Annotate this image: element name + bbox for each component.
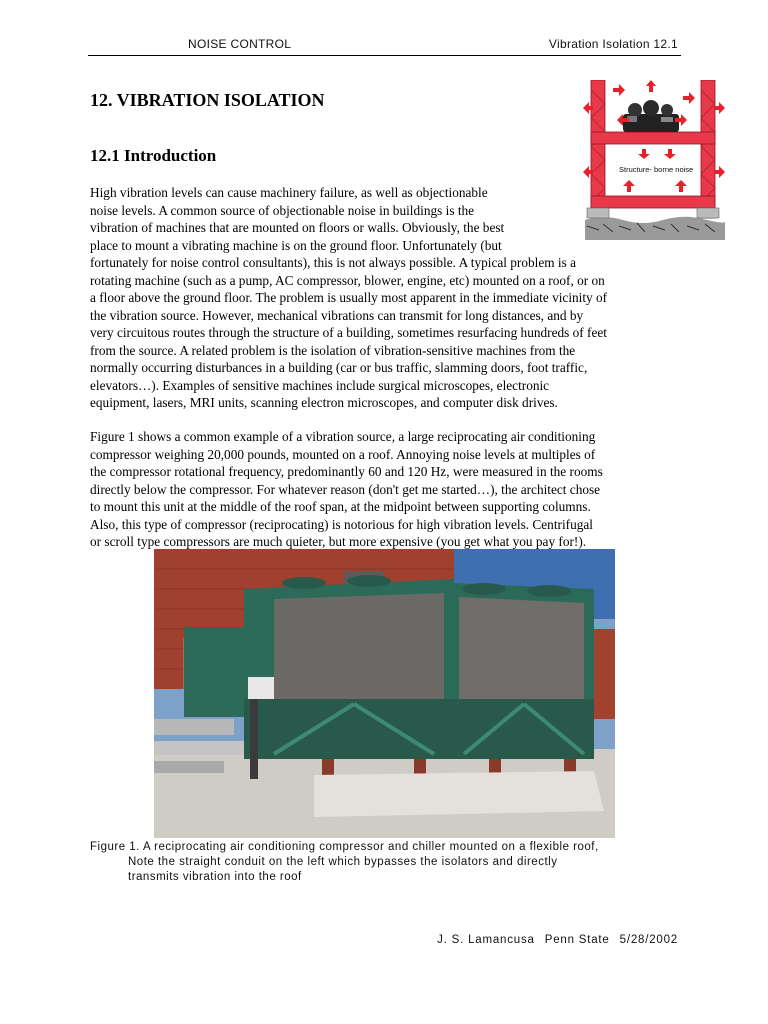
- paragraph-line: elevators…). Examples of sensitive machines include surgical microscopes, electronic: [90, 377, 550, 393]
- figure-caption: [90, 840, 599, 885]
- paragraph-line: from the source. A related problem is the isolation of vibration-sensitive machines from the: [90, 342, 576, 358]
- section-title: 12.1 Introduction: [90, 146, 217, 165]
- paragraph-line: the compressor rotational frequency, predominantly 60 and 120 Hz, were measured in the rooms: [90, 464, 603, 479]
- compressor-photo: [154, 549, 615, 838]
- concrete-base: [314, 771, 604, 817]
- paragraph-line: compressor weighing 20,000 pounds, mounted on a roof. Annoying noise levels at multiples of: [90, 446, 596, 462]
- paragraph-line: place to mount a vibrating machine is on the ground floor. Unfortunately (but: [90, 237, 502, 253]
- footer-date: 5/28/2002: [619, 934, 678, 946]
- paragraph-line: Figure 1 shows a common example of a vibration source, a large reciprocating air conditioning: [90, 429, 596, 444]
- compressor-unit: [184, 575, 594, 759]
- paragraph-line: fortunately for noise control consultants), this is not always possible. A typical problem is a: [90, 255, 576, 270]
- paragraph-line: normally occurring disturbances in a building (car or bus traffic, slamming doors, foot traffic,: [90, 360, 588, 375]
- chapter-title: 12. VIBRATION ISOLATION: [90, 90, 325, 110]
- machine-icon: [623, 100, 679, 132]
- page-header: [88, 37, 680, 53]
- diagram-label: Structure- borne noise: [619, 165, 694, 174]
- caption-line: Note the straight conduit on the left which bypasses the isolators and directly: [128, 856, 558, 868]
- header-right: Vibration Isolation 12.1: [548, 37, 678, 51]
- paragraph-line: very circuitous routes through the structure of a building, sometimes resurfacing hundreds of feet: [90, 325, 607, 340]
- intro-paragraph: [90, 184, 607, 412]
- header-rule: [88, 55, 681, 56]
- page-footer: [427, 934, 678, 946]
- structure-borne-noise-diagram: [583, 80, 725, 240]
- straight-conduit: [250, 699, 258, 779]
- paragraph-line: Also, this type of compressor (reciprocating) is notorious for high vibration levels. Centrifugal: [90, 516, 593, 532]
- header-left: NOISE CONTROL: [188, 37, 292, 51]
- paragraph-line: or scroll type compressors are much quieter, but more expensive (you get what you pay for!).: [90, 534, 587, 549]
- paragraph-line: the vibration source. However, mechanical vibrations can transmit for long distances, and by: [90, 307, 584, 323]
- paragraph-line: to mount this unit at the middle of the roof span, at the midpoint between supporting columns.: [90, 499, 591, 514]
- caption-line: Figure 1. A reciprocating air conditioning compressor and chiller mounted on a flexible roof,: [90, 841, 599, 853]
- paragraph-line: noise levels. A common source of objectionable noise in buildings is the: [90, 202, 475, 218]
- ground: [585, 208, 725, 240]
- footer-author: J. S. Lamancusa: [437, 934, 535, 946]
- footer-institution: Penn State: [544, 934, 610, 946]
- paragraph-line: equipment, lasers, MRI units, scanning electron microscopes, and computer disk drives.: [90, 395, 558, 410]
- lower-floor: [591, 196, 715, 208]
- paragraph-line: High vibration levels can cause machinery failure, as well as objectionable: [90, 185, 488, 200]
- upper-floor: [591, 132, 715, 144]
- caption-line: transmits vibration into the roof: [128, 871, 302, 883]
- paragraph-line: directly below the compressor. For whatever reason (don't get me started…), the architect chose: [90, 481, 601, 497]
- figure-description-paragraph: [90, 428, 603, 551]
- paragraph-line: vibration of machines that are mounted on floors or walls. Obviously, the best: [90, 220, 505, 235]
- paragraph-line: a floor above the ground floor. The problem is usually most apparent in the immediate vicinity of: [90, 290, 608, 305]
- paragraph-line: rotating machine (such as a pump, AC compressor, blower, engine, etc) mounted on a roof, or on: [90, 272, 605, 288]
